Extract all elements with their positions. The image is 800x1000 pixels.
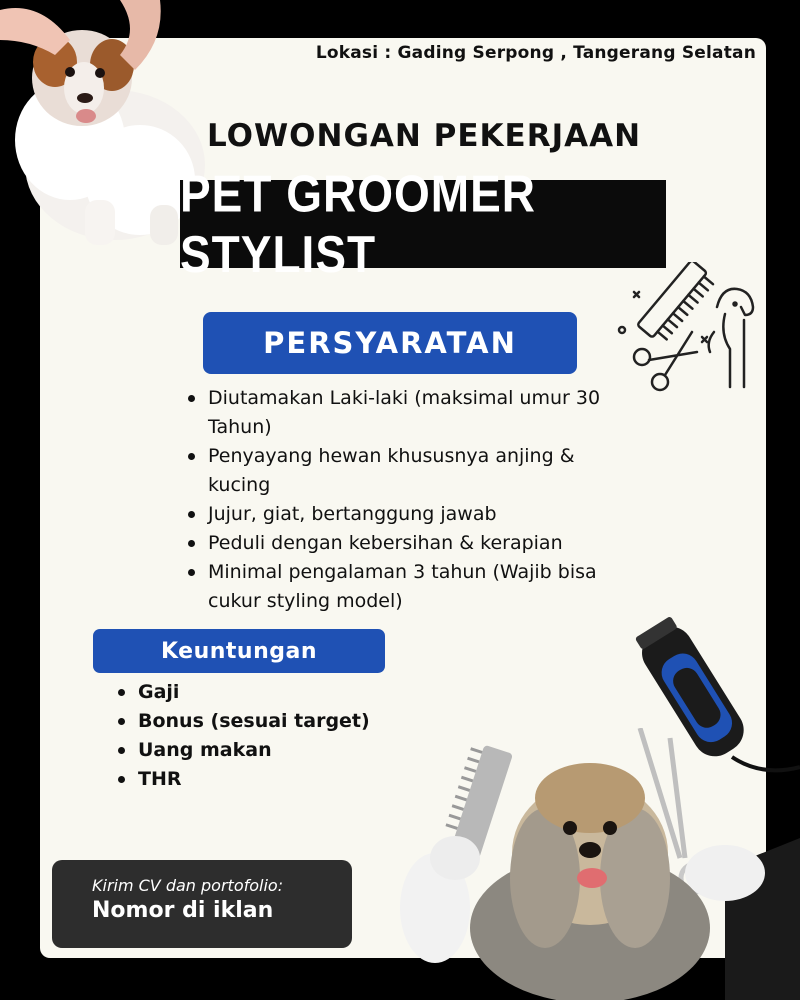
contact-number-note: Nomor di iklan (92, 898, 274, 923)
location-text: Lokasi : Gading Serpong , Tangerang Selatan (315, 43, 756, 63)
benefits-heading: Keuntungan (93, 629, 385, 673)
headline: LOWONGAN PEKERJAAN (206, 118, 642, 154)
groomed-yorkie-photo (395, 728, 800, 1000)
list-item: Gaji (116, 678, 370, 707)
contact-instruction: Kirim CV dan portofolio: (92, 876, 284, 895)
list-item: Uang makan (116, 736, 370, 765)
requirements-heading: PERSYARATAN (203, 312, 577, 374)
requirements-list (186, 384, 626, 616)
job-title-box (180, 164, 666, 284)
benefits-list (116, 678, 370, 794)
list-item: Peduli dengan kebersihan & kerapian (186, 529, 626, 558)
job-title: PET GROOMER STYLIST (180, 164, 537, 284)
list-item: THR (116, 765, 370, 794)
grooming-icons (612, 262, 762, 402)
list-item: Jujur, giat, bertanggung jawab (186, 500, 626, 529)
list-item: Bonus (sesuai target) (116, 707, 370, 736)
list-item: Diutamakan Laki-laki (maksimal umur 30 Tahun) (186, 384, 626, 442)
list-item: Minimal pengalaman 3 tahun (Wajib bisa cukur styling model) (186, 558, 626, 616)
contact-box (52, 860, 352, 948)
list-item: Penyayang hewan khususnya anjing & kucing (186, 442, 626, 500)
